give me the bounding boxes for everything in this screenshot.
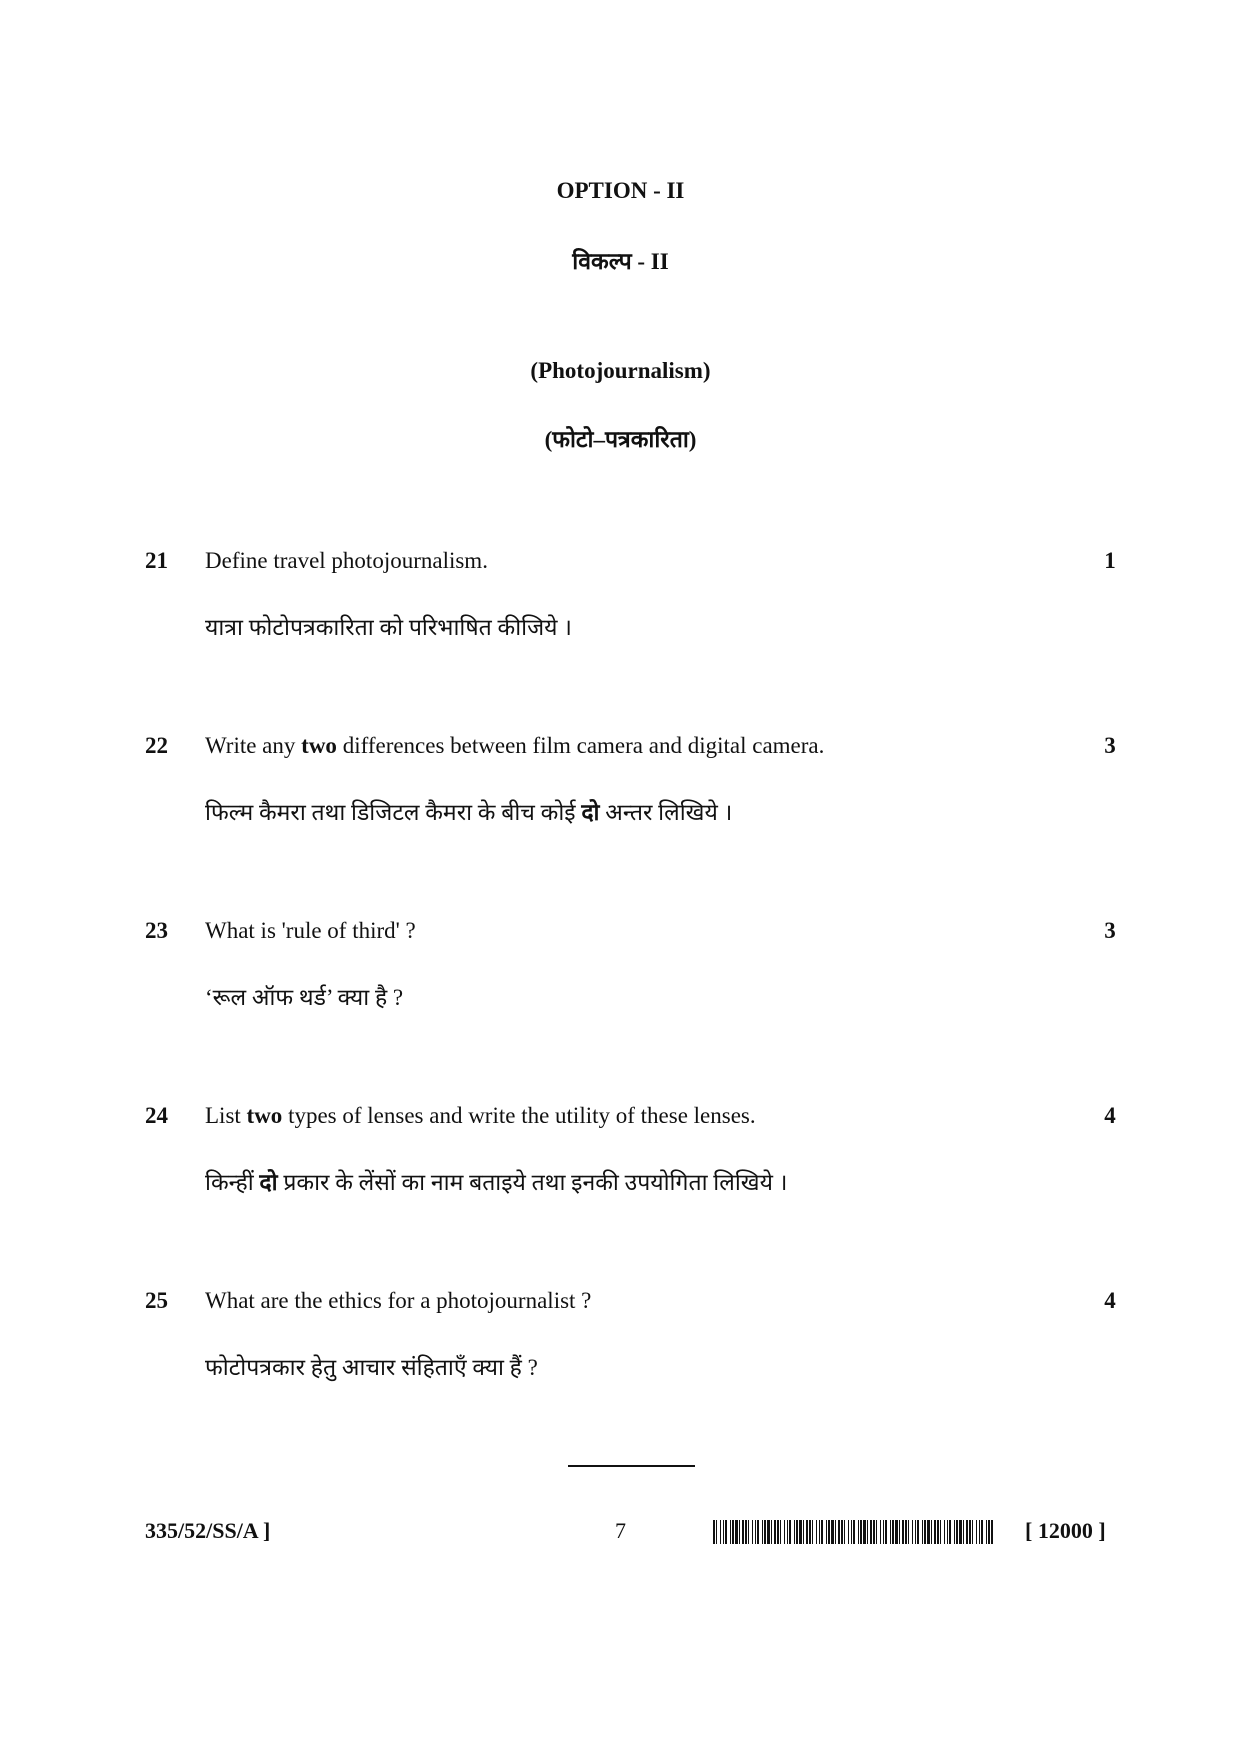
barcode-bar <box>835 1520 836 1544</box>
barcode-bar <box>991 1520 993 1544</box>
barcode-bar <box>851 1520 852 1544</box>
barcode-bar <box>757 1520 759 1544</box>
barcode-bar <box>988 1520 990 1544</box>
question-text: What is 'rule of third' ? <box>205 918 416 943</box>
barcode-bar <box>927 1520 930 1544</box>
barcode-bar <box>924 1520 926 1544</box>
barcode-bar <box>812 1520 813 1544</box>
barcode-bar <box>905 1520 907 1544</box>
barcode-bar <box>853 1520 855 1544</box>
barcode-bar <box>735 1520 738 1544</box>
barcode-bar <box>976 1520 977 1544</box>
barcode-bar <box>821 1520 823 1544</box>
question-text-hindi: फिल्म कैमरा तथा डिजिटल कैमरा के बीच कोई दो अन्तर लिखिये । <box>205 800 733 825</box>
barcode-bar <box>841 1520 843 1544</box>
question-text: List two types of lenses and write the utility of these lenses. <box>205 1103 756 1128</box>
barcode-bar <box>828 1520 830 1544</box>
barcode-bar <box>767 1520 770 1544</box>
barcode-bar <box>912 1520 913 1544</box>
question-text-hindi: किन्हीं दो प्रकार के लेंसों का नाम बताइये तथा इनकी उपयोगिता लिखिये । <box>205 1170 788 1195</box>
barcode-bar <box>954 1520 955 1544</box>
barcode-icon <box>713 1520 993 1544</box>
barcode-bar <box>789 1520 791 1544</box>
barcode-bar <box>725 1520 727 1544</box>
barcode-bar <box>831 1520 834 1544</box>
barcode-bar <box>787 1520 788 1544</box>
barcode-bar <box>723 1520 724 1544</box>
question-marks: 4 <box>1104 1288 1116 1313</box>
question-text-hindi: यात्रा फोटोपत्रकारिता को परिभाषित कीजिये । <box>205 615 572 640</box>
barcode-bar <box>892 1520 894 1544</box>
barcode-bar <box>899 1520 900 1544</box>
barcode-bar <box>934 1520 936 1544</box>
barcode-bar <box>716 1520 717 1544</box>
barcode-bar <box>931 1520 932 1544</box>
barcode-bar <box>826 1520 827 1544</box>
barcode-bar <box>986 1520 987 1544</box>
question-number: 24 <box>145 1103 168 1128</box>
barcode-bar <box>917 1520 919 1544</box>
barcode-bar <box>819 1520 820 1544</box>
question-number: 22 <box>145 733 168 758</box>
barcode-bar <box>969 1520 971 1544</box>
barcode-bar <box>949 1520 951 1544</box>
question-marks: 3 <box>1104 733 1116 758</box>
barcode-bar <box>742 1520 744 1544</box>
barcode-bar <box>858 1520 859 1544</box>
barcode-bar <box>979 1520 980 1544</box>
barcode-bar <box>876 1520 877 1544</box>
barcode-bar <box>844 1520 845 1544</box>
barcode-bar <box>915 1520 916 1544</box>
barcode-bar <box>748 1520 749 1544</box>
barcode-bar <box>755 1520 756 1544</box>
barcode-bar <box>959 1520 962 1544</box>
question-text: Define travel photojournalism. <box>205 548 488 573</box>
barcode-bar <box>880 1520 881 1544</box>
option-heading: OPTION - II <box>556 178 685 203</box>
barcode-bar <box>739 1520 740 1544</box>
barcode-bar <box>944 1520 945 1544</box>
barcode-bar <box>895 1520 898 1544</box>
barcode-bar <box>745 1520 747 1544</box>
barcode-bar <box>780 1520 781 1544</box>
barcode-bar <box>956 1520 958 1544</box>
barcode-bar <box>732 1520 734 1544</box>
question-number: 25 <box>145 1288 168 1313</box>
question-marks: 3 <box>1104 918 1116 943</box>
barcode-bar <box>809 1520 811 1544</box>
barcode-bar <box>794 1520 795 1544</box>
barcode-bar <box>838 1520 840 1544</box>
barcode-bar <box>873 1520 875 1544</box>
barcode-bar <box>922 1520 923 1544</box>
barcode-bar <box>981 1520 983 1544</box>
barcode-bar <box>806 1520 808 1544</box>
paper-code: 335/52/SS/A ] <box>145 1518 271 1543</box>
barcode-bar <box>908 1520 909 1544</box>
barcode-bar <box>803 1520 804 1544</box>
barcode-bar <box>730 1520 731 1544</box>
barcode-bar <box>937 1520 939 1544</box>
subject-title: (Photojournalism) <box>530 358 711 383</box>
barcode-bar <box>774 1520 776 1544</box>
barcode-bar <box>713 1520 715 1544</box>
barcode-bar <box>860 1520 862 1544</box>
barcode-bar <box>947 1520 948 1544</box>
barcode-bar <box>816 1520 817 1544</box>
barcode-bar <box>966 1520 968 1544</box>
barcode-bar <box>867 1520 868 1544</box>
barcode-bar <box>863 1520 866 1544</box>
question-number: 21 <box>145 548 168 573</box>
barcode-bar <box>784 1520 785 1544</box>
question-text: Write any two differences between film camera and digital camera. <box>205 733 825 758</box>
barcode-bar <box>963 1520 964 1544</box>
barcode-bar <box>796 1520 798 1544</box>
barcode-bar <box>972 1520 973 1544</box>
barcode-bar <box>940 1520 941 1544</box>
question-marks: 4 <box>1104 1103 1116 1128</box>
question-marks: 1 <box>1104 548 1116 573</box>
barcode-bar <box>799 1520 802 1544</box>
barcode-bar <box>720 1520 721 1544</box>
barcode-bar <box>771 1520 772 1544</box>
barcode-bar <box>762 1520 763 1544</box>
question-text: What are the ethics for a photojournalist ? <box>205 1288 592 1313</box>
barcode-bar <box>764 1520 766 1544</box>
barcode-bar <box>870 1520 872 1544</box>
barcode-bar <box>885 1520 887 1544</box>
barcode-bar <box>890 1520 891 1544</box>
barcode-bar <box>752 1520 753 1544</box>
barcode-bar <box>902 1520 904 1544</box>
end-divider <box>568 1465 695 1467</box>
subject-title-hindi: (फोटो–पत्रकारिता) <box>544 427 697 452</box>
barcode-bar <box>777 1520 779 1544</box>
barcode-bar <box>848 1520 849 1544</box>
question-number: 23 <box>145 918 168 943</box>
option-heading-hindi: विकल्प - II <box>572 249 669 274</box>
question-text-hindi: फोटोपत्रकार हेतु आचार संहिताएँ क्या हैं ? <box>205 1355 538 1380</box>
question-text-hindi: ‘रूल ऑफ थर्ड’ क्या है ? <box>205 985 404 1010</box>
page-number: 7 <box>615 1518 626 1543</box>
print-count: [ 12000 ] <box>1025 1518 1106 1543</box>
barcode-bar <box>883 1520 884 1544</box>
